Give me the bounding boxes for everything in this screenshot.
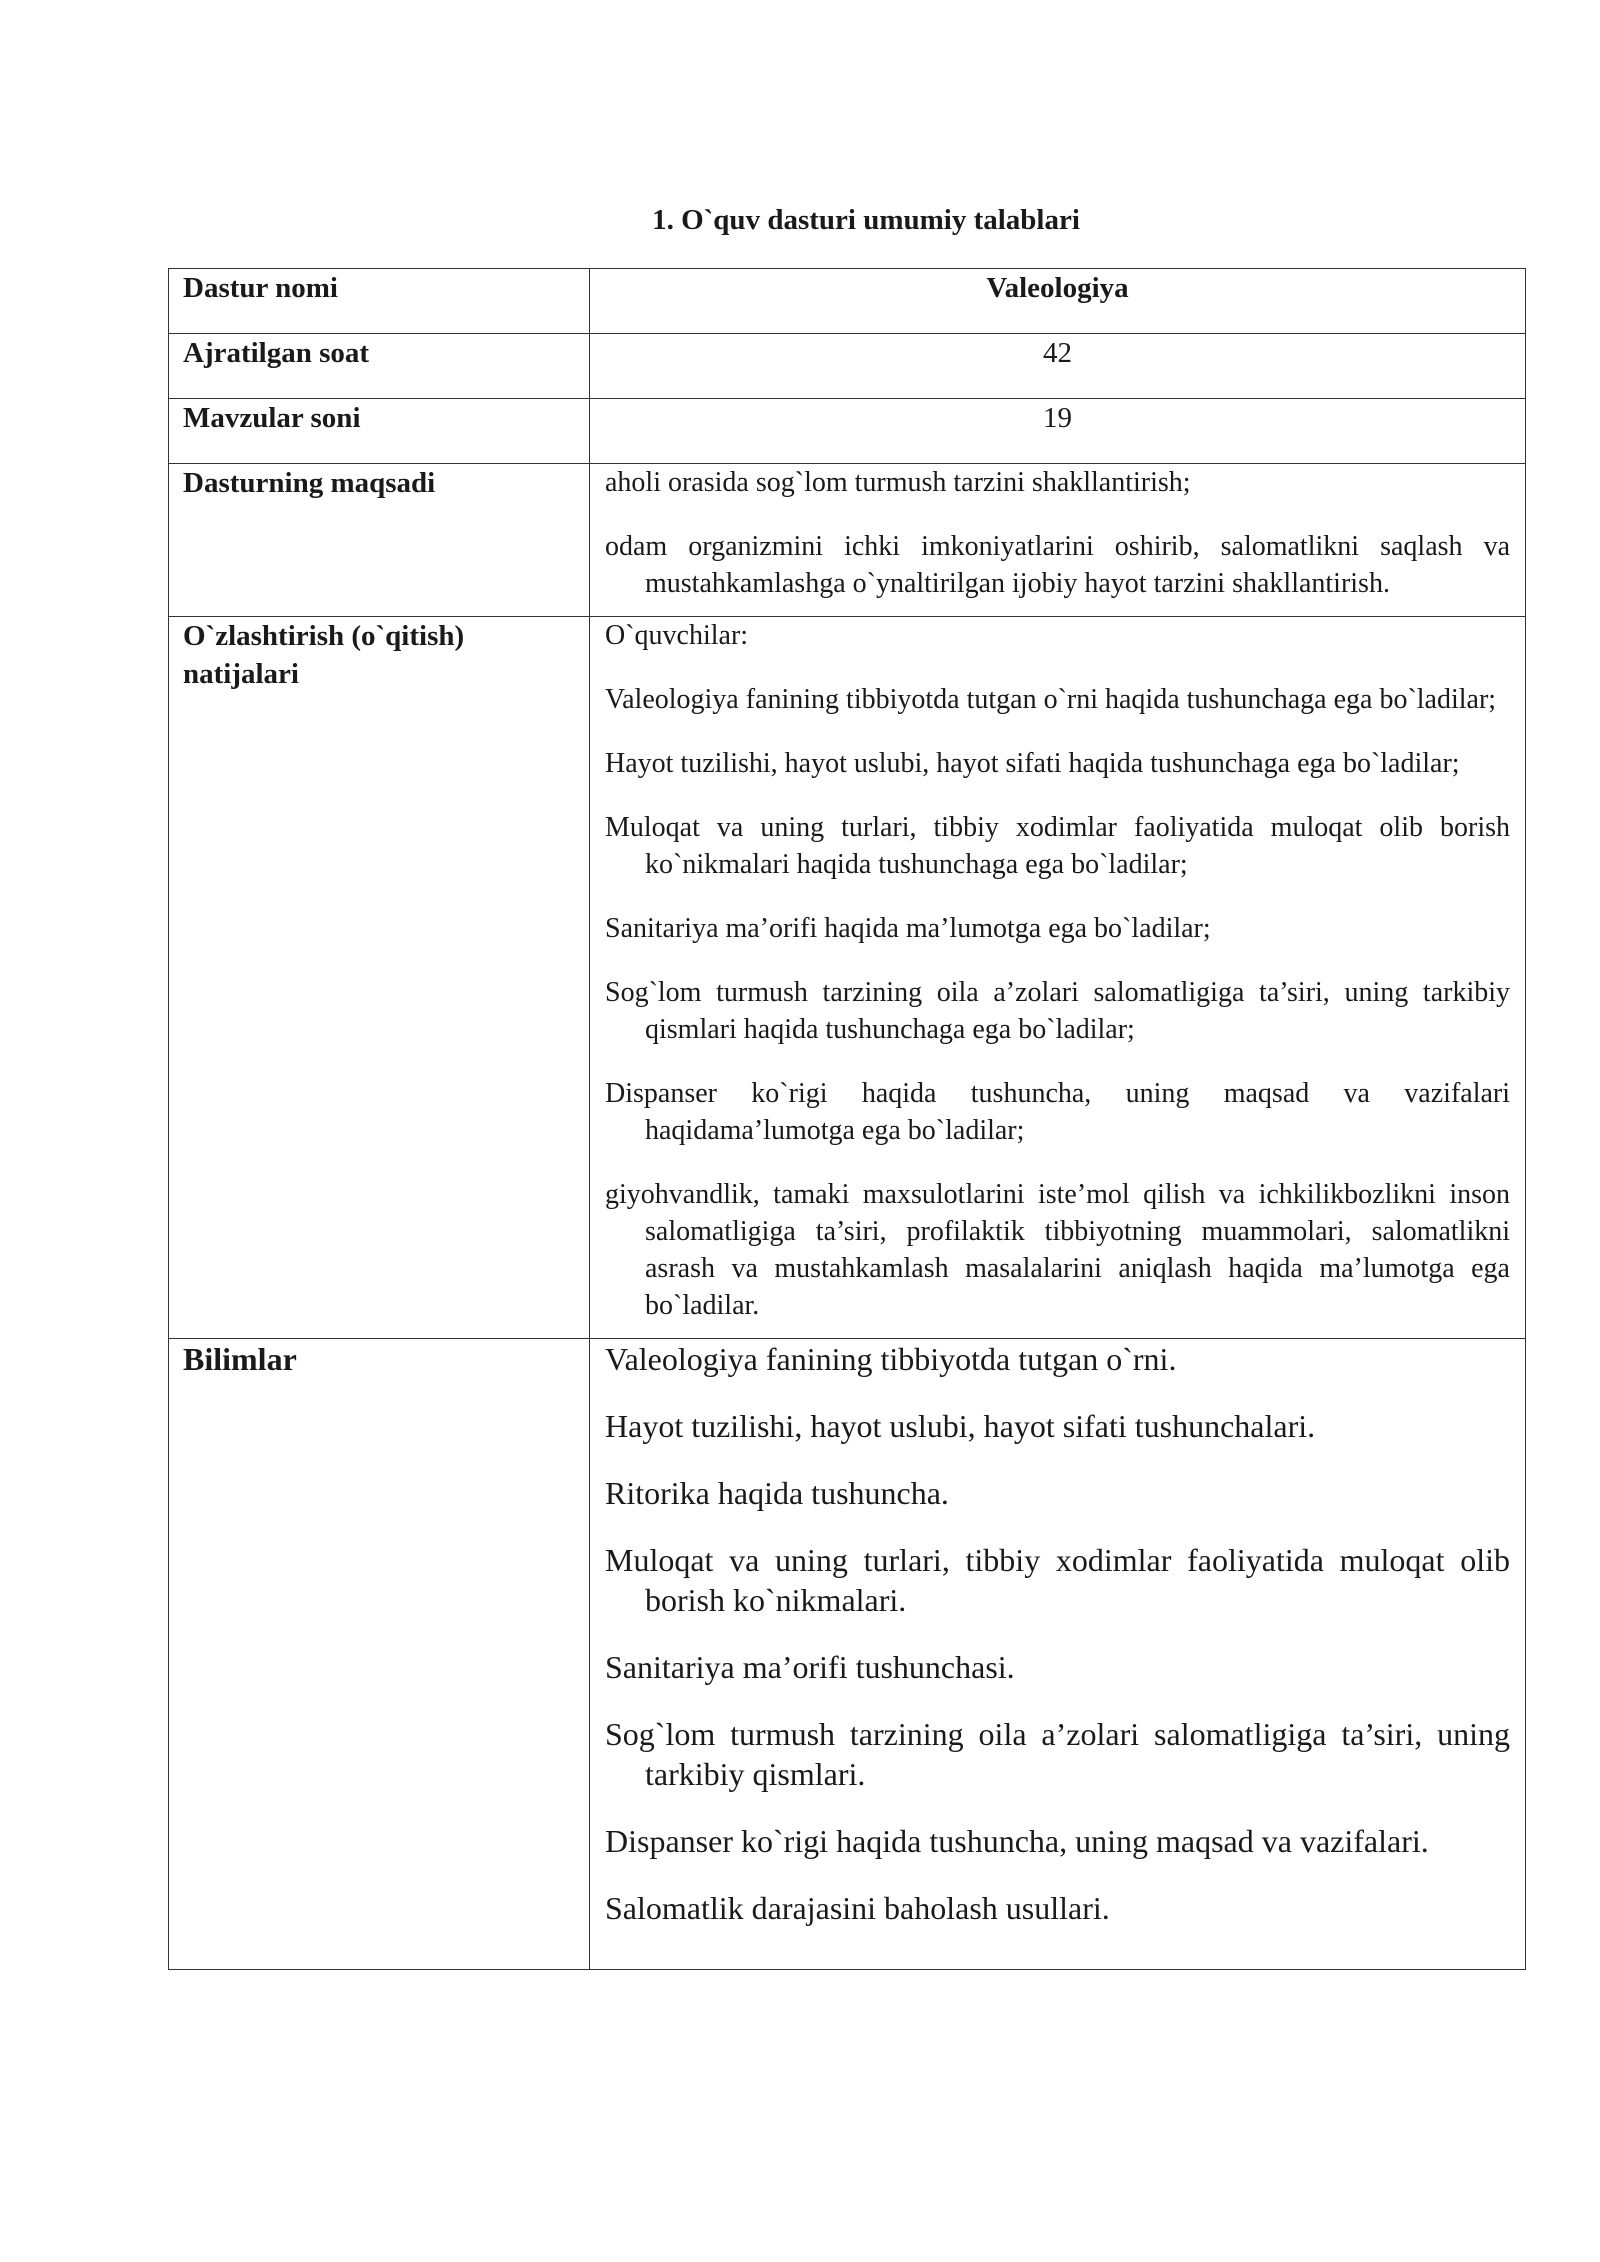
list-item: Valeologiya fanining tibbiyotda tutgan o`rni haqida tushunchaga ega bo`ladilar; <box>605 684 1497 715</box>
list-item: Muloqat va uning turlari, tibbiy xodimlar faoliyatida muloqat olib borish ko`nikmalari haqida tushunchaga ega bo`ladilar; <box>605 812 1510 880</box>
value-cell <box>590 1339 1526 1970</box>
table-row-program-name <box>169 269 1526 334</box>
knowledge-label: Bilimlar <box>183 1341 297 1377</box>
list-item: giyohvandlik, tamaki maxsulotlarini iste’mol qilish va ichkilikbozlikni inson salomatligiga ta’siri, profilaktik tibbiyotning muammolari, salomatlikni asrash va mustahkamlash masalalarini aniqlash haqida ma’lumotga ega bo`ladilar. <box>605 1179 1510 1321</box>
learning-outcomes-label: O`zlashtirish (o`qitish) natijalari <box>183 620 465 690</box>
list-item: Hayot tuzilishi, hayot uslubi, hayot sifati tushunchalari. <box>605 1408 1316 1444</box>
page-title: 1. O`quv dasturi umumiy talablari <box>652 204 1080 236</box>
list-item: Dispanser ko`rigi haqida tushuncha, uning maqsad va vazifalari. <box>605 1823 1429 1859</box>
list-item: Valeologiya fanining tibbiyotda tutgan o`rni. <box>605 1341 1177 1377</box>
value-cell <box>590 464 1526 617</box>
label-cell <box>169 1339 590 1970</box>
label-cell <box>169 269 590 334</box>
list-item: aholi orasida sog`lom turmush tarzini shakllantirish; <box>605 467 1191 498</box>
allocated-hours-value: 42 <box>1043 337 1072 369</box>
program-goal-label: Dasturning maqsadi <box>183 467 436 499</box>
label-cell <box>169 334 590 399</box>
label-cell <box>169 617 590 1339</box>
list-item: Sog`lom turmush tarzining oila a’zolari salomatligiga ta’siri, uning tarkibiy qismlari haqida tushunchaga ega bo`ladilar; <box>605 977 1510 1045</box>
program-name-value: Valeologiya <box>986 272 1129 304</box>
list-item: Sog`lom turmush tarzining oila a’zolari salomatligiga ta’siri, uning tarkibiy qismlari. <box>605 1716 1510 1792</box>
label-cell <box>169 464 590 617</box>
table-row-knowledge <box>169 1339 1526 1970</box>
list-item: Ritorika haqida tushuncha. <box>605 1475 949 1511</box>
learning-outcomes-list <box>590 617 1525 1338</box>
list-item: Sanitariya ma’orifi haqida ma’lumotga ega bo`ladilar; <box>605 913 1211 944</box>
list-item: Muloqat va uning turlari, tibbiy xodimlar faoliyatida muloqat olib borish ko`nikmalari. <box>605 1542 1510 1618</box>
value-cell <box>590 617 1526 1339</box>
program-name-label: Dastur nomi <box>183 272 338 304</box>
value-cell <box>590 399 1526 464</box>
table-row-allocated-hours <box>169 334 1526 399</box>
table-row-program-goal <box>169 464 1526 617</box>
list-item: Salomatlik darajasini baholash usullari. <box>605 1890 1110 1926</box>
list-item: odam organizmini ichki imkoniyatlarini oshirib, salomatlikni saqlash va mustahkamlashga o`ynaltirilgan ijobiy hayot tarzini shakllantirish. <box>605 531 1510 599</box>
table-row-topic-count <box>169 399 1526 464</box>
topic-count-label: Mavzular soni <box>183 402 361 434</box>
value-cell <box>590 269 1526 334</box>
program-goal-list <box>590 464 1525 616</box>
list-item: O`quvchilar: <box>605 620 749 651</box>
list-item: Hayot tuzilishi, hayot uslubi, hayot sifati haqida tushunchaga ega bo`ladilar; <box>605 748 1460 779</box>
allocated-hours-label: Ajratilgan soat <box>183 337 370 369</box>
topic-count-value: 19 <box>1043 402 1072 434</box>
knowledge-list <box>590 1339 1525 1969</box>
list-item: Sanitariya ma’orifi tushunchasi. <box>605 1649 1015 1685</box>
table-row-learning-outcomes <box>169 617 1526 1339</box>
label-cell <box>169 399 590 464</box>
value-cell <box>590 334 1526 399</box>
list-item: Dispanser ko`rigi haqida tushuncha, uning maqsad va vazifalari haqidama’lumotga ega bo`ladilar; <box>605 1078 1510 1146</box>
curriculum-requirements-table <box>168 268 1526 1970</box>
